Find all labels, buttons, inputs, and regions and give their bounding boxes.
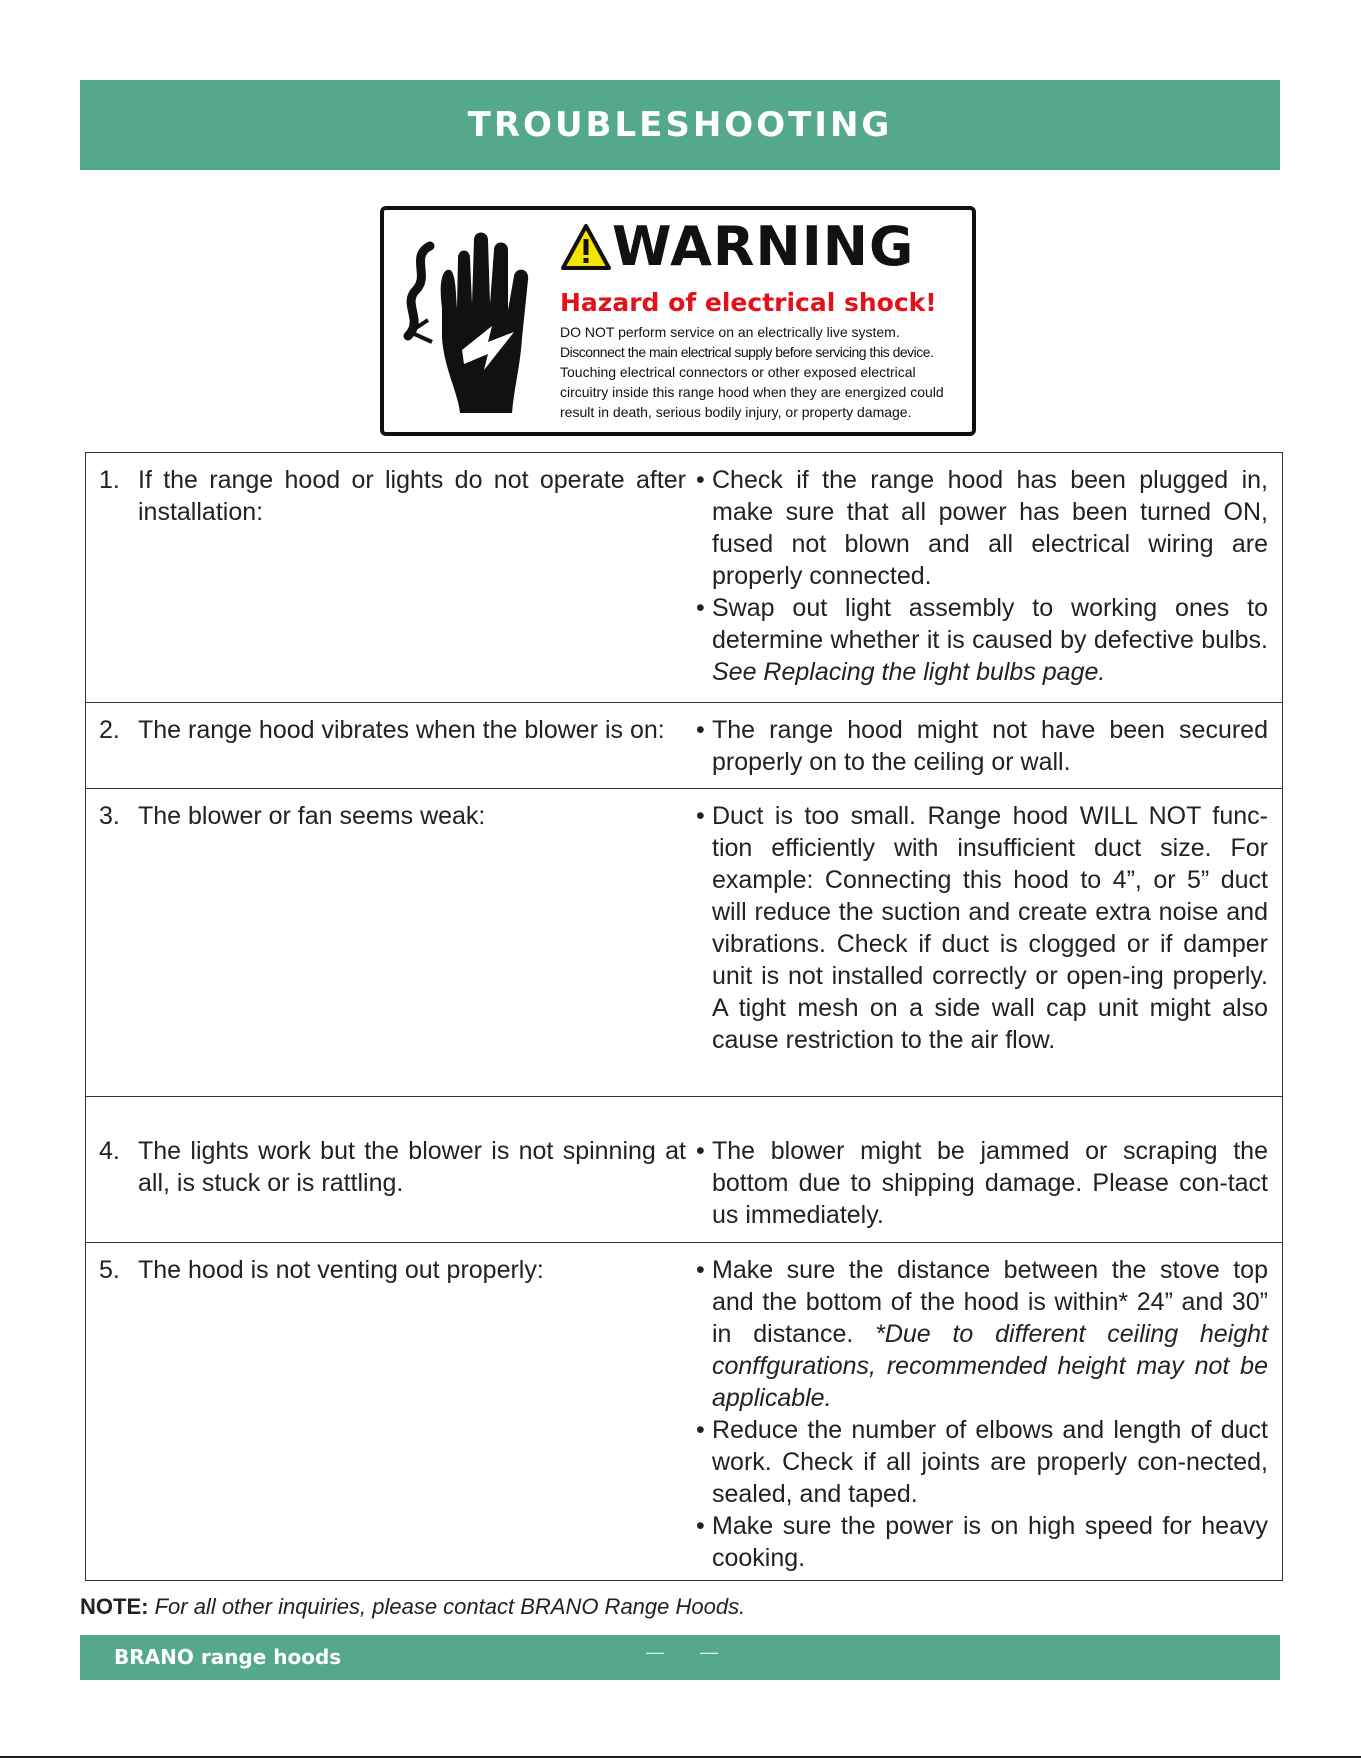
issue-cell: [86, 703, 697, 789]
solution-item: • Check if the range hood has been plugged in, make sure that all power has been turned ON, fused not blown and all electrical wiring are properly connected.: [696, 466, 1268, 590]
page-title: TROUBLESHOOTING: [467, 105, 893, 145]
solution-item: • Make sure the distance between the stove top and the bottom of the hood is within* 24” and 30” in distance. *Due to different ceiling height conffgurations, recommended height may not be applicable.: [696, 1256, 1269, 1412]
note: [80, 1594, 745, 1620]
issue-cell: [86, 789, 697, 1097]
issue-cell: [86, 1243, 697, 1581]
troubleshooting-table: [85, 452, 1283, 1581]
warning-line: result in death, serious bodily injury, or property damage.: [560, 404, 912, 420]
table-row: [86, 789, 1283, 1097]
footer-dash: —: [700, 1642, 718, 1662]
issue-cell: [86, 1097, 697, 1243]
warning-heading: [560, 215, 915, 278]
solution-item: • Make sure the power is on high speed for heavy cooking.: [696, 1512, 1268, 1572]
issue-text: The hood is not venting out properly:: [138, 1256, 544, 1284]
table-row: [86, 1243, 1283, 1581]
table-row: [86, 1097, 1283, 1243]
row-number: 1.: [99, 466, 120, 494]
warning-line: Disconnect the main electrical supply before servicing this device.: [560, 344, 934, 360]
row-number: 5.: [99, 1256, 120, 1284]
caution-triangle-icon: [560, 223, 612, 271]
issue-text: The blower or fan seems weak:: [138, 802, 486, 830]
issue-text: The range hood vibrates when the blower is on:: [138, 716, 665, 744]
hazard-subtitle: Hazard of electrical shock!: [560, 288, 937, 317]
solution-emphasis: See Replacing the light bulbs page.: [712, 658, 1106, 686]
warning-line: Touching electrical connectors or other exposed electrical: [560, 364, 916, 380]
row-number: 3.: [99, 802, 120, 830]
warning-line: circuitry inside this range hood when they are energized could: [560, 384, 944, 400]
electric-shock-hand-icon: [402, 228, 552, 418]
header-bar: [80, 80, 1280, 170]
solution-cell: [696, 703, 1283, 789]
warning-box: [380, 206, 976, 436]
solution-cell: [696, 789, 1283, 1097]
issue-text: The lights work but the blower is not spinning at all, is stuck or is rattling.: [138, 1137, 686, 1197]
row-number: 2.: [99, 716, 120, 744]
solution-cell: [696, 1097, 1283, 1243]
footer-brand: BRANO range hoods: [114, 1645, 342, 1669]
footer-dash: —: [646, 1642, 664, 1662]
solution-cell: [696, 1243, 1283, 1581]
warning-title: WARNING: [612, 215, 915, 278]
warning-text: [560, 322, 970, 422]
footer-bar: [80, 1635, 1280, 1680]
issue-text: If the range hood or lights do not operate after installation:: [138, 466, 686, 526]
solution-item: • Swap out light assembly to working ones to determine whether it is caused by defective bulbs. See Replacing the light bulbs page.: [696, 594, 1268, 686]
solution-item: • The range hood might not have been secured properly on to the ceiling or wall.: [696, 716, 1268, 776]
solution-item: • Reduce the number of elbows and length of duct work. Check if all joints are properly con-nected, sealed, and taped.: [696, 1416, 1268, 1508]
row-number: 4.: [99, 1137, 120, 1165]
issue-cell: [86, 453, 697, 703]
solution-emphasis: *Due to different ceiling height conffgurations, recommended height may not be applicable.: [712, 1320, 1269, 1412]
note-text: For all other inquiries, please contact BRANO Range Hoods.: [154, 1594, 746, 1619]
table-row: [86, 703, 1283, 789]
solution-item: • Duct is too small. Range hood WILL NOT func-tion efficiently with insufficient duct size. For example: Connecting this hood to 4”, or 5” duct will reduce the suction and create extra noise and vibrations. Check if duct is clogged or if damper unit is not installed correctly or open-ing properly. A tight mesh on a side wall cap unit might also cause restriction to the air flow.: [696, 802, 1268, 1054]
solution-item: • The blower might be jammed or scraping the bottom due to shipping damage. Please con-tact us immediately.: [696, 1137, 1268, 1229]
page-bottom-rule: [0, 1756, 1361, 1758]
solution-cell: [696, 453, 1283, 703]
warning-line: DO NOT perform service on an electrically live system.: [560, 324, 900, 340]
note-label: NOTE:: [80, 1594, 149, 1619]
table-row: [86, 453, 1283, 703]
